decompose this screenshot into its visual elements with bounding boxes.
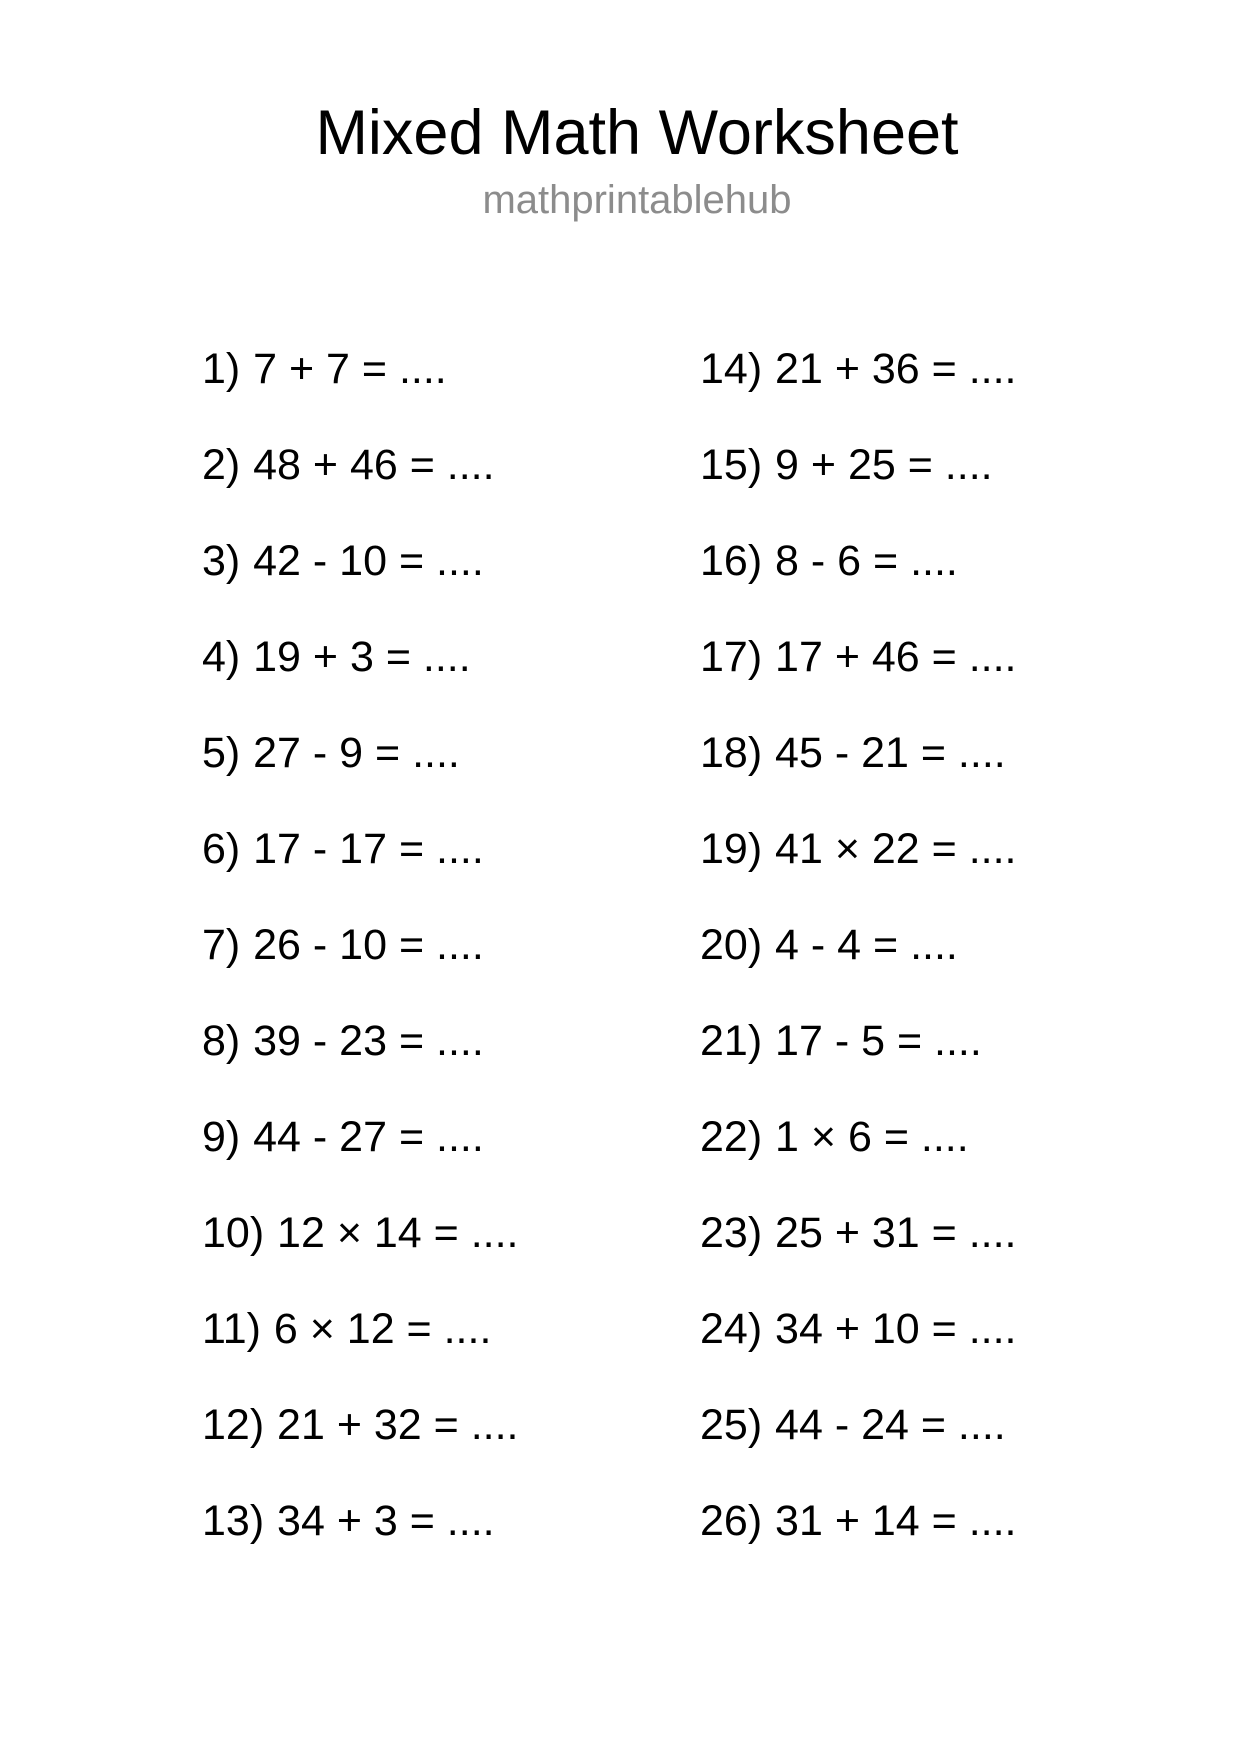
- problem-number: 4): [202, 632, 241, 681]
- problem-expression: 41 × 22 = ....: [775, 824, 1017, 873]
- problem-number: 23): [700, 1208, 763, 1257]
- problem-expression: 48 + 46 = ....: [253, 440, 495, 489]
- problem-number: 24): [700, 1304, 763, 1353]
- problem-item: [700, 801, 1017, 897]
- problem-expression: 34 + 10 = ....: [775, 1304, 1017, 1353]
- problem-expression: 19 + 3 = ....: [253, 632, 471, 681]
- page-subtitle: mathprintablehub: [482, 178, 792, 222]
- problem-expression: 21 + 36 = ....: [775, 344, 1017, 393]
- problem-number: 8): [202, 1016, 241, 1065]
- problem-number: 1): [202, 344, 241, 393]
- problem-item: [700, 609, 1017, 705]
- problem-item: [700, 1089, 1017, 1185]
- problem-number: 26): [700, 1496, 763, 1545]
- problem-number: 16): [700, 536, 763, 585]
- problems-left-column: [202, 321, 519, 1569]
- page-title: Mixed Math Worksheet: [315, 98, 959, 168]
- problem-expression: 39 - 23 = ....: [253, 1016, 484, 1065]
- problem-expression: 1 × 6 = ....: [775, 1112, 969, 1161]
- problem-expression: 6 × 12 = ....: [273, 1304, 492, 1353]
- problem-item: [202, 897, 519, 993]
- problem-number: 11): [202, 1304, 261, 1353]
- problem-number: 7): [202, 920, 241, 969]
- problem-number: 2): [202, 440, 241, 489]
- problem-expression: 26 - 10 = ....: [253, 920, 484, 969]
- problem-number: 20): [700, 920, 763, 969]
- problem-item: [700, 897, 1017, 993]
- problem-item: [700, 513, 1017, 609]
- problem-expression: 21 + 32 = ....: [277, 1400, 519, 1449]
- problem-expression: 17 - 17 = ....: [253, 824, 484, 873]
- problem-expression: 17 - 5 = ....: [775, 1016, 982, 1065]
- problem-number: 3): [202, 536, 241, 585]
- problem-item: [202, 417, 519, 513]
- problem-item: [202, 1281, 519, 1377]
- problem-number: 12): [202, 1400, 265, 1449]
- problem-item: [202, 321, 519, 417]
- problem-number: 9): [202, 1112, 241, 1161]
- problem-item: [202, 1089, 519, 1185]
- problem-expression: 8 - 6 = ....: [775, 536, 958, 585]
- problem-expression: 17 + 46 = ....: [775, 632, 1017, 681]
- problem-item: [202, 609, 519, 705]
- problem-item: [202, 1473, 519, 1569]
- problem-expression: 34 + 3 = ....: [277, 1496, 495, 1545]
- problem-expression: 45 - 21 = ....: [775, 728, 1006, 777]
- problem-expression: 44 - 27 = ....: [253, 1112, 484, 1161]
- problem-expression: 27 - 9 = ....: [253, 728, 460, 777]
- problem-item: [202, 705, 519, 801]
- problem-expression: 25 + 31 = ....: [775, 1208, 1017, 1257]
- problem-item: [700, 1185, 1017, 1281]
- problem-number: 19): [700, 824, 763, 873]
- problem-item: [700, 1377, 1017, 1473]
- problem-number: 13): [202, 1496, 265, 1545]
- problem-expression: 12 × 14 = ....: [277, 1208, 519, 1257]
- problem-item: [202, 801, 519, 897]
- problem-expression: 9 + 25 = ....: [775, 440, 993, 489]
- problem-item: [202, 513, 519, 609]
- problem-item: [700, 417, 1017, 513]
- problem-number: 17): [700, 632, 763, 681]
- problem-expression: 44 - 24 = ....: [775, 1400, 1006, 1449]
- problem-number: 21): [700, 1016, 763, 1065]
- problem-number: 22): [700, 1112, 763, 1161]
- problem-item: [202, 1185, 519, 1281]
- problem-expression: 42 - 10 = ....: [253, 536, 484, 585]
- problem-expression: 7 + 7 = ....: [253, 344, 447, 393]
- problem-number: 10): [202, 1208, 265, 1257]
- problem-number: 5): [202, 728, 241, 777]
- problem-number: 14): [700, 344, 763, 393]
- problem-item: [700, 993, 1017, 1089]
- problem-item: [700, 1473, 1017, 1569]
- problem-expression: 4 - 4 = ....: [775, 920, 958, 969]
- problem-number: 15): [700, 440, 763, 489]
- problem-number: 18): [700, 728, 763, 777]
- problem-item: [700, 1281, 1017, 1377]
- problems-right-column: [700, 321, 1017, 1569]
- problem-number: 6): [202, 824, 241, 873]
- problem-item: [700, 705, 1017, 801]
- problem-item: [202, 993, 519, 1089]
- problem-number: 25): [700, 1400, 763, 1449]
- problem-item: [700, 321, 1017, 417]
- problem-expression: 31 + 14 = ....: [775, 1496, 1017, 1545]
- problem-item: [202, 1377, 519, 1473]
